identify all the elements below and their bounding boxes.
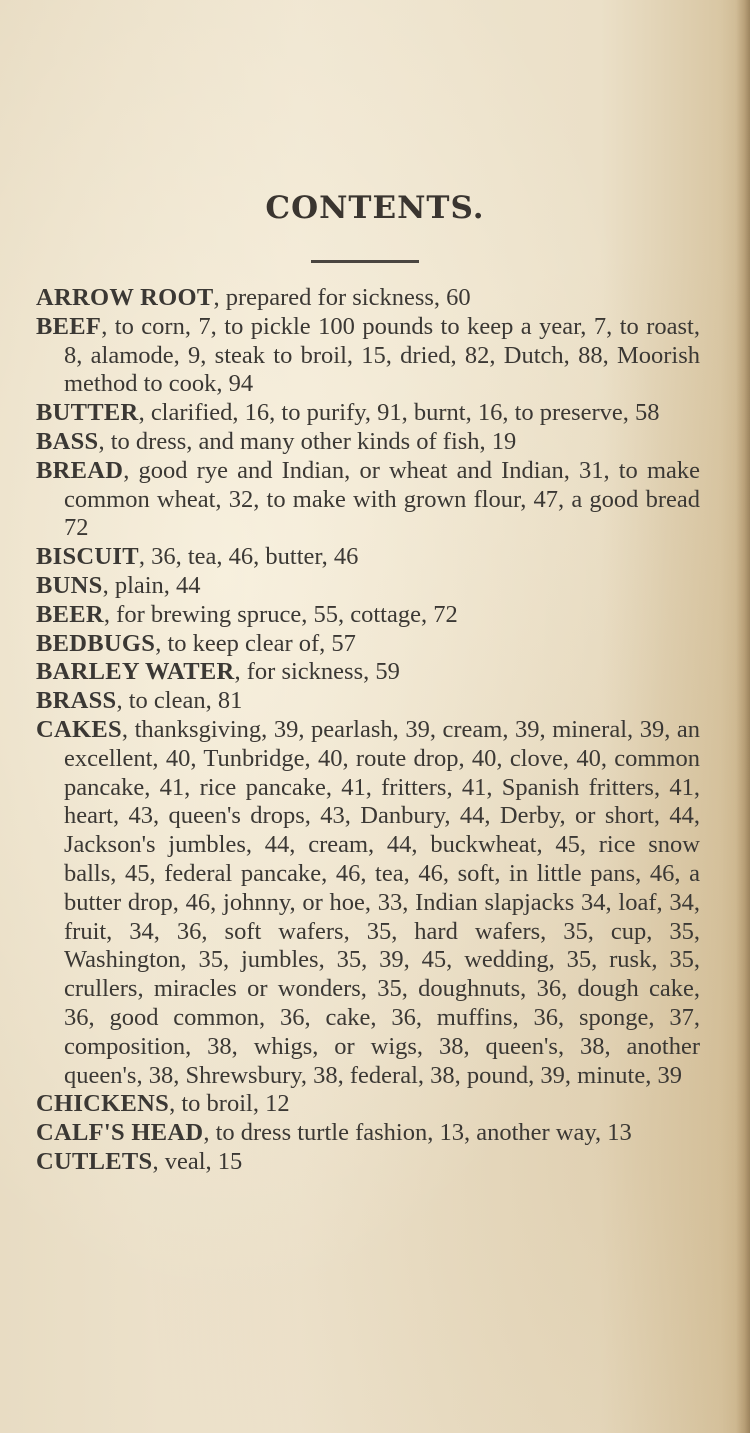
entry-text: , thanksgiving, 39, pearlash, 39, cream, 39, mineral, 39, an excellent, 40, Tunbridge, 40, route drop, 40, clove, 40, common pancake, 41, rice pancake, 41, fritters, 41, Spanish fritters, 41, heart, 43, queen's drops, 43, Danbury, 44, Derby, or short, 44, Jackson's jumbles, 44, cream, 44, buckwheat, 45, rice snow balls, 45, federal pancake, 46, tea, 46, soft, in little pans, 46, a butter drop, 46, johnny, or hoe, 33, Indian slapjacks 34, loaf, 34, fruit, 34, 36, soft wafers, 35, hard wafers, 35, cup, 35, Washington, 35, jumbles, 35, 39, 45, wedding, 35, rusk, 35, crullers, miracles or wonders, 35, doughnuts, 36, dough cake, 36, good common, 36, cake, 36, muffins, 36, sponge, 37, composition, 38, whigs, or wigs, 38, queen's, 38, another queen's, 38, Shrewsbury, 38, federal, 38, pound, 39, minute, 39 [64, 715, 700, 1089]
page-title: CONTENTS. [265, 190, 485, 226]
entry-heading: BREAD [36, 456, 124, 484]
entry-heading: BEER [36, 600, 104, 628]
contents-entry [36, 658, 700, 687]
entry-text: , clarified, 16, to purify, 91, burnt, 16, to preserve, 58 [138, 399, 660, 427]
contents-entry [36, 630, 700, 659]
entry-heading: BASS [36, 427, 99, 455]
contents-entry [36, 428, 700, 457]
entry-heading: BISCUIT [36, 543, 139, 571]
entry-text: , to corn, 7, to pickle 100 pounds to keep a year, 7, to roast, 8, alamode, 9, steak to broil, 15, dried, 82, Dutch, 88, Moorish method to cook, 94 [64, 312, 700, 398]
entry-heading: CAKES [36, 715, 122, 743]
entry-text: , to keep clear of, 57 [155, 629, 356, 657]
entry-text: , prepared for sickness, 60 [213, 284, 471, 311]
entry-heading: BARLEY WATER [36, 658, 235, 686]
entry-heading: BUNS [36, 571, 103, 599]
title-rule [311, 260, 419, 263]
entry-text: , veal, 15 [152, 1147, 243, 1175]
entry-heading: BUTTER [36, 399, 139, 427]
contents-entry [36, 716, 700, 1090]
entry-heading: BEEF [36, 312, 102, 340]
contents-entry [36, 1148, 700, 1177]
entry-text: , good rye and Indian, or wheat and Indian, 31, to make common wheat, 32, to make with grown flour, 47, a good bread 72 [64, 456, 700, 542]
entry-text: , to dress turtle fashion, 13, another way, 13 [203, 1119, 632, 1147]
contents-entry [36, 457, 700, 543]
entry-text: , to clean, 81 [116, 687, 243, 715]
contents-list [36, 284, 700, 1177]
entry-text: , 36, tea, 46, butter, 46 [138, 543, 359, 571]
contents-entry [36, 1090, 700, 1119]
entry-heading: ARROW ROOT [36, 284, 214, 311]
contents-entry [36, 284, 700, 313]
entry-heading: CALF'S HEAD [36, 1119, 204, 1147]
contents-entry [36, 399, 700, 428]
contents-entry [36, 601, 700, 630]
entry-text: , to dress, and many other kinds of fish, 19 [98, 427, 517, 455]
entry-text: , plain, 44 [102, 571, 201, 599]
entry-text: , to broil, 12 [169, 1090, 290, 1118]
contents-entry [36, 543, 700, 572]
contents-entry [36, 572, 700, 601]
entry-heading: CUTLETS [36, 1147, 153, 1175]
entry-text: , for sickness, 59 [234, 658, 400, 686]
contents-entry [36, 1119, 700, 1148]
contents-entry [36, 313, 700, 399]
entry-heading: BEDBUGS [36, 629, 156, 657]
entry-text: , for brewing spruce, 55, cottage, 72 [103, 600, 458, 628]
entry-heading: BRASS [36, 687, 117, 715]
contents-entry [36, 687, 700, 716]
entry-heading: CHICKENS [36, 1090, 170, 1118]
